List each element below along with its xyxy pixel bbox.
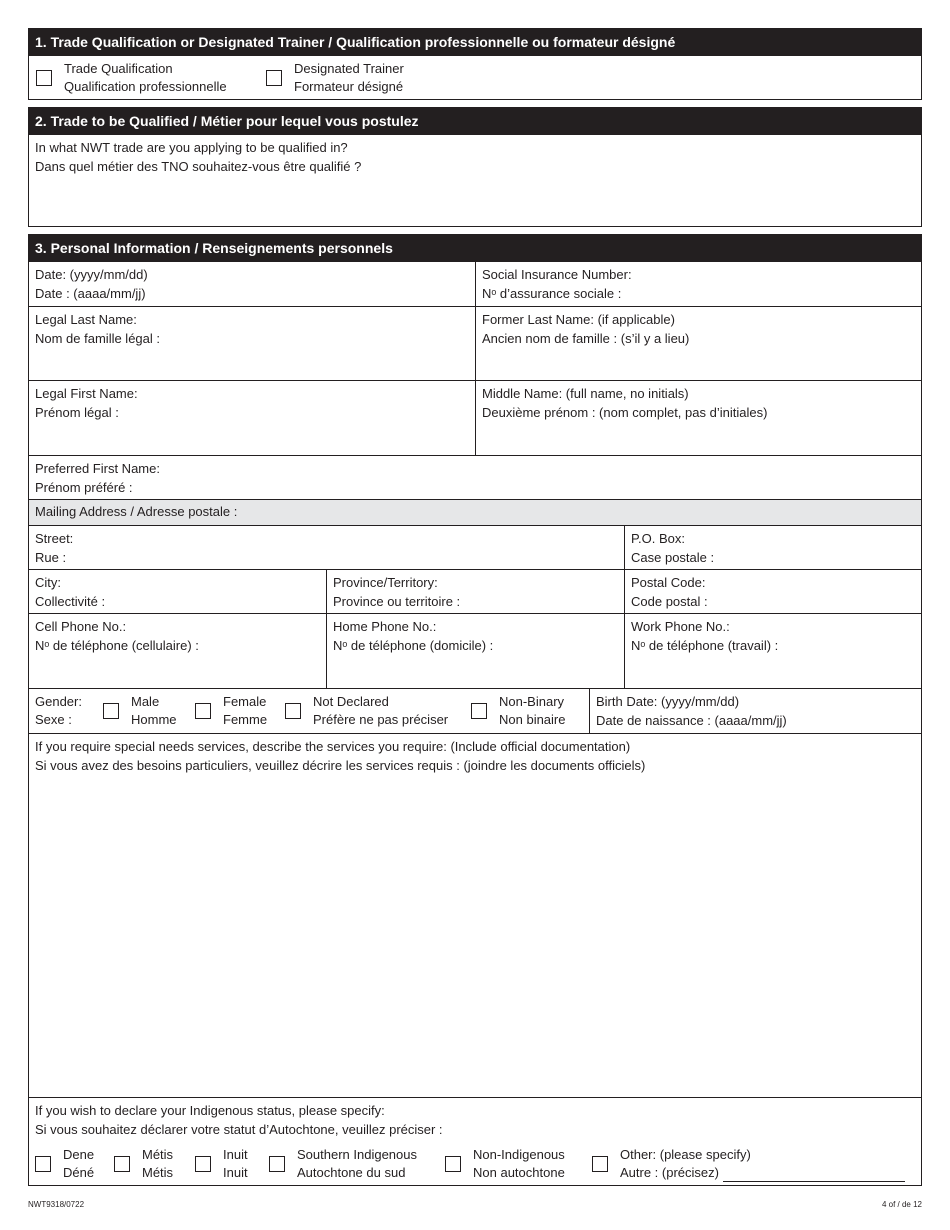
indigenous-metis-checkbox[interactable] [114, 1156, 130, 1172]
indigenous-dene-option[interactable]: Dene Déné [35, 1146, 114, 1182]
section3-box [28, 262, 922, 1186]
indigenous-group: If you wish to declare your Indigenous status, please specify: Si vous souhaitez déclarer votre statut d’Autochtone, veuillez préciser : Dene Déné Métis Métis Inuit Inuit Southern Indigenous Autochtone du sud Non-Indigenous Non autochtone Other: (please specify) Autre : (précisez) [29, 1098, 921, 1185]
trade-field[interactable] [28, 135, 922, 227]
indigenous-inuit-option[interactable]: Inuit Inuit [195, 1146, 269, 1182]
indigenous-dene-checkbox[interactable] [35, 1156, 51, 1172]
preferred-name-field[interactable]: Preferred First Name: Prénom préféré : [35, 461, 160, 495]
work-phone-field[interactable]: Work Phone No.: Nᵒ de téléphone (travail) : [624, 614, 921, 688]
city-field[interactable]: City: Collectivité : [35, 575, 106, 609]
section1-title: 1. Trade Qualification or Designated Trainer / Qualification professionnelle ou formateur désigné [28, 28, 922, 56]
province-field[interactable]: Province/Territory: Province ou territoire : [326, 570, 624, 613]
indigenous-other-checkbox[interactable] [592, 1156, 608, 1172]
trade-question-en: In what NWT trade are you applying to be qualified in? [35, 140, 348, 155]
middle-name-field[interactable]: Middle Name: (full name, no initials) Deuxième prénom : (nom complet, pas d’initiales) [475, 381, 921, 455]
designated-trainer-checkbox[interactable] [266, 70, 282, 86]
trade-qualification-checkbox[interactable] [36, 70, 52, 86]
page-number: 4 of / de 12 [881, 1200, 922, 1209]
section2-title: 2. Trade to be Qualified / Métier pour lequel vous postulez [28, 107, 922, 135]
legal-last-name-field[interactable]: Legal Last Name: Nom de famille légal : [35, 312, 160, 346]
po-box-field[interactable]: P.O. Box: Case postale : [624, 526, 921, 569]
gender-non-binary-checkbox[interactable] [471, 703, 487, 719]
gender-group: Gender: Sexe : Male Homme Female Femme Not Declared Préfère ne pas préciser Non-Binary Non binaire [35, 693, 566, 727]
trade-question-fr: Dans quel métier des TNO souhaitez-vous être qualifié ? [35, 158, 362, 174]
indigenous-southern-checkbox[interactable] [269, 1156, 285, 1172]
indigenous-non-indigenous-option[interactable]: Non-Indigenous Non autochtone [445, 1146, 592, 1182]
legal-first-name-field[interactable]: Legal First Name: Prénom légal : [35, 386, 138, 420]
other-specify-input[interactable] [723, 1168, 905, 1182]
designated-trainer-option[interactable]: Designated Trainer Formateur désigné [266, 60, 404, 96]
trade-qualification-option[interactable]: Trade Qualification Qualification professionnelle [36, 60, 266, 96]
street-field[interactable]: Street: Rue : [35, 531, 74, 565]
gender-not-declared-option[interactable]: Not Declared Préfère ne pas préciser [285, 693, 471, 729]
gender-non-binary-option[interactable]: Non-Binary Non binaire [471, 693, 566, 729]
gender-female-checkbox[interactable] [195, 703, 211, 719]
form-page [28, 28, 922, 1186]
section1-box [28, 56, 922, 100]
mailing-address-header: Mailing Address / Adresse postale : [35, 504, 238, 519]
gender-male-checkbox[interactable] [103, 703, 119, 719]
gender-male-option[interactable]: Male Homme [103, 693, 195, 729]
indigenous-southern-option[interactable]: Southern Indigenous Autochtone du sud [269, 1146, 445, 1182]
indigenous-non-indigenous-checkbox[interactable] [445, 1156, 461, 1172]
home-phone-field[interactable]: Home Phone No.: Nᵒ de téléphone (domicile) : [326, 614, 624, 688]
special-needs-field[interactable]: If you require special needs services, describe the services you require: (Include official documentation) Si vous avez des besoins particuliers, veuillez décrire les services requis : (joindre les documents officiels) [35, 739, 646, 773]
gender-female-option[interactable]: Female Femme [195, 693, 285, 729]
former-last-name-field[interactable]: Former Last Name: (if applicable) Ancien nom de famille : (s’il y a lieu) [475, 307, 921, 380]
cell-phone-field[interactable]: Cell Phone No.: Nᵒ de téléphone (cellulaire) : [35, 619, 199, 653]
indigenous-inuit-checkbox[interactable] [195, 1156, 211, 1172]
section3-title: 3. Personal Information / Renseignements personnels [28, 234, 922, 262]
postal-code-field[interactable]: Postal Code: Code postal : [624, 570, 921, 613]
indigenous-other-option[interactable]: Other: (please specify) Autre : (précisez) [592, 1146, 905, 1182]
birth-date-field[interactable]: Birth Date: (yyyy/mm/dd) Date de naissance : (aaaa/mm/jj) [589, 689, 921, 733]
indigenous-metis-option[interactable]: Métis Métis [114, 1146, 195, 1182]
date-field[interactable]: Date: (yyyy/mm/dd) Date : (aaaa/mm/jj) [35, 267, 148, 301]
form-id: NWT9318/0722 [28, 1200, 85, 1209]
sin-field[interactable]: Social Insurance Number: Nᵒ d’assurance sociale : [475, 262, 921, 306]
gender-not-declared-checkbox[interactable] [285, 703, 301, 719]
